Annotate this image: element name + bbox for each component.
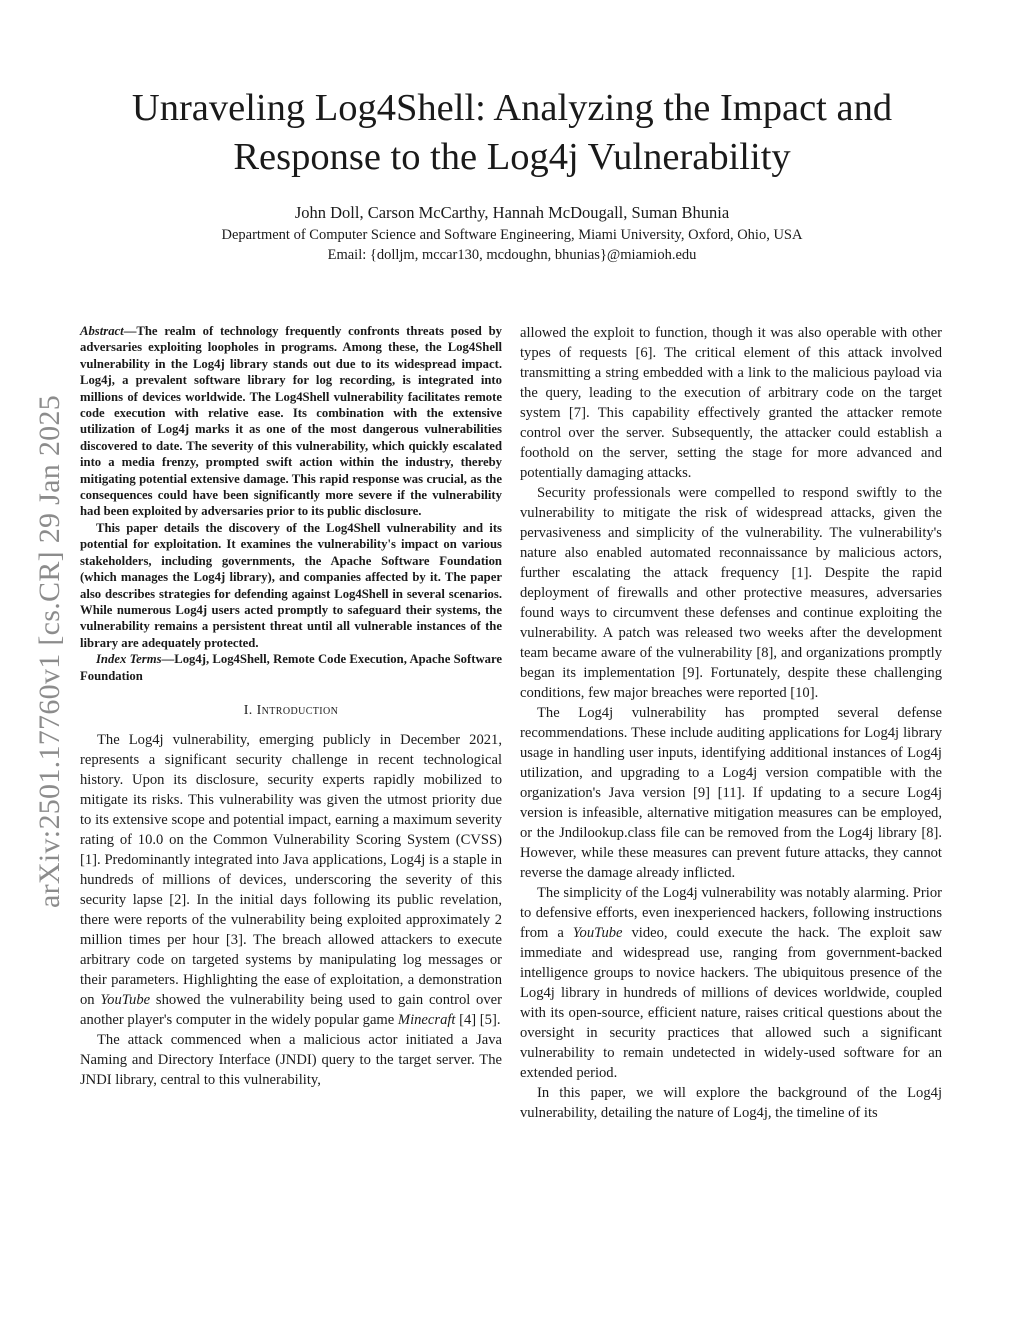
abstract-label: Abstract <box>80 324 124 338</box>
intro-p5-youtube: YouTube <box>572 925 623 941</box>
abstract-dash: — <box>123 324 137 338</box>
introduction-right-text <box>520 323 942 1123</box>
intro-p1-mid: showed the vulnerability being used to gain control over another player's computer in the widely popular game <box>80 991 502 1028</box>
intro-p1-end: [4] [5]. <box>455 1011 501 1028</box>
abstract <box>80 323 502 651</box>
right-column <box>520 323 942 1123</box>
abstract-paragraph-1 <box>80 323 502 520</box>
intro-paragraph-6: In this paper, we will explore the background of the Log4j vulnerability, detailing the nature of Log4j, the timeline of its <box>520 1085 942 1121</box>
index-terms-label: Index Terms <box>96 652 162 667</box>
paper-title-line-1: Unraveling Log4Shell: Analyzing the Impact and <box>131 87 893 129</box>
index-terms-text: Log4j, Log4Shell, Remote Code Execution, Apache Software Foundation <box>80 652 502 683</box>
index-terms <box>80 651 502 684</box>
introduction-left-text <box>80 730 502 1090</box>
intro-p1-youtube: YouTube <box>100 991 151 1008</box>
paper-title-line-2: Response to the Log4j Vulnerability <box>233 136 791 178</box>
intro-paragraph-3: Security professionals were compelled to respond swiftly to the vulnerability to mitigate the risk of widespread attacks, given the pervasiveness and simplicity of the vulnerability. The vulnerability's nature also enabled automated reconnaissance by malicious actors, further escalating the attack frequency [1]. Despite the rapid deployment of firewalls and other protective measures, adversaries found ways to circumvent these defenses and continue exploiting the vulnerability. A patch was released two weeks after the development team became aware of the vulnerability [8], and organizations promptly began its implementation [9]. Fortunately, despite these challenging conditions, few major breaches were reported [10]. <box>520 485 942 701</box>
intro-paragraph-4: The Log4j vulnerability has prompted several defense recommendations. These include auditing applications for Log4j library usage in handling user inputs, identifying additional instances of Log4j utilization, and upgrading to a Log4j version compatible with the organization's Java version [9] [11]. If updating to a secure Log4j version is infeasible, alternative mitigation measures can be employed, or the Jndilookup.class file can be removed from the Log4j library [8]. However, while these measures can prevent future attacks, they cannot reverse the damage already inflicted. <box>520 705 942 881</box>
abstract-paragraph-2: This paper details the discovery of the Log4Shell vulnerability and its potential for exploitation. It examines the vulnerability's impact on various stakeholders, including governments, the Apache Software Foundation (which manages the Log4j library), and companies affected by it. The paper also describes strategies for defending against Log4Shell in several scenarios. While numerous Log4j users acted promptly to safeguard their systems, the vulnerability remains a persistent threat until all vulnerable instances of the library are adequately protected. <box>80 520 502 650</box>
author-email: Email: {dolljm, mccar130, mcdoughn, bhunias}@miamioh.edu <box>327 247 697 263</box>
intro-paragraph-1 <box>80 730 502 1030</box>
left-column <box>80 323 502 1090</box>
paper-title <box>60 84 964 182</box>
index-terms-dash: — <box>161 652 175 667</box>
intro-p1-minecraft: Minecraft <box>397 1011 456 1028</box>
author-list: John Doll, Carson McCarthy, Hannah McDougall, Suman Bhunia <box>294 203 730 222</box>
intro-paragraph-5 <box>520 883 942 1083</box>
intro-paragraph-2-continued: allowed the exploit to function, though it was also operable with other types of requests [6]. The critical element of this attack involved transmitting a string embedded with a link to the malicious payload via the query, leading to the execution of arbitrary code on the target system [7]. This capability effectively granted the attacker remote control over the server. Subsequently, the attacker could establish a foothold on the server, setting the stage for more advanced and potentially damaging attacks. <box>520 325 942 481</box>
author-affiliation: Department of Computer Science and Software Engineering, Miami University, Oxford, Ohio, USA <box>221 227 803 243</box>
intro-p5-end: video, could execute the hack. The exploit saw immediate and widespread use, ranging from government-backed intelligence groups to novice hackers. The ubiquitous presence of the Log4j library in hundreds of millions of devices worldwide, coupled with its open-source, efficient nature, raises critical questions about the oversight in security practices that allowed such a significant vulnerability to remain undetected in widely-used software for an extended period. <box>520 925 942 1081</box>
intro-p1-text: The Log4j vulnerability, emerging publicly in December 2021, represents a significant security challenge in recent technological history. Upon its disclosure, security experts rapidly mobilized to mitigate its risks. This vulnerability was given the utmost priority due to its extensive scope and potential impact, earning a maximum severity rating of 10.0 on the Common Vulnerability Scoring System (CVSS) [1]. Predominantly integrated into Java applications, Log4j is a staple in hundreds of millions of devices, underscoring the severity of this security lapse [2]. In the initial days following its public revelation, there were reports of the vulnerability being exploited approximately 2 million times per hour [3]. The breach allowed attackers to execute arbitrary code on targeted systems by manipulating log messages or their parameters. Highlighting the ease of exploitation, a demonstration on <box>80 731 502 1008</box>
intro-p5-start: The simplicity of the Log4j vulnerability was notably alarming. Prior to defensive efforts, even inexperienced hackers, following instructions from a <box>520 885 942 941</box>
arxiv-identifier-stamp: arXiv:2501.17760v1 [cs.CR] 29 Jan 2025 <box>33 394 66 908</box>
intro-paragraph-2: The attack commenced when a malicious actor initiated a Java Naming and Directory Interface (JNDI) query to the target server. The JNDI library, central to this vulnerability, <box>80 1031 502 1088</box>
section-heading-introduction: I. Introduction <box>243 702 339 718</box>
abstract-text-1: The realm of technology frequently confronts threats posed by adversaries exploiting loopholes in programs. Among these, the Log4Shell vulnerability in the Log4j library stands out due to its widespread impact. Log4j, a prevalent software library for log recording, is integrated into millions of devices worldwide. The Log4Shell vulnerability facilitates remote code execution with relative ease. Its combination with the extensive utilization of Log4j marks it as one of the most dangerous vulnerabilities discovered to date. The severity of this vulnerability, which quickly escalated into a media frenzy, prompted swift action within the industry, thereby mitigating potential extensive damage. This rapid response was crucial, as the consequences could have been significantly more severe if the vulnerability had been exploited by adversaries prior to its public disclosure. <box>80 324 502 519</box>
